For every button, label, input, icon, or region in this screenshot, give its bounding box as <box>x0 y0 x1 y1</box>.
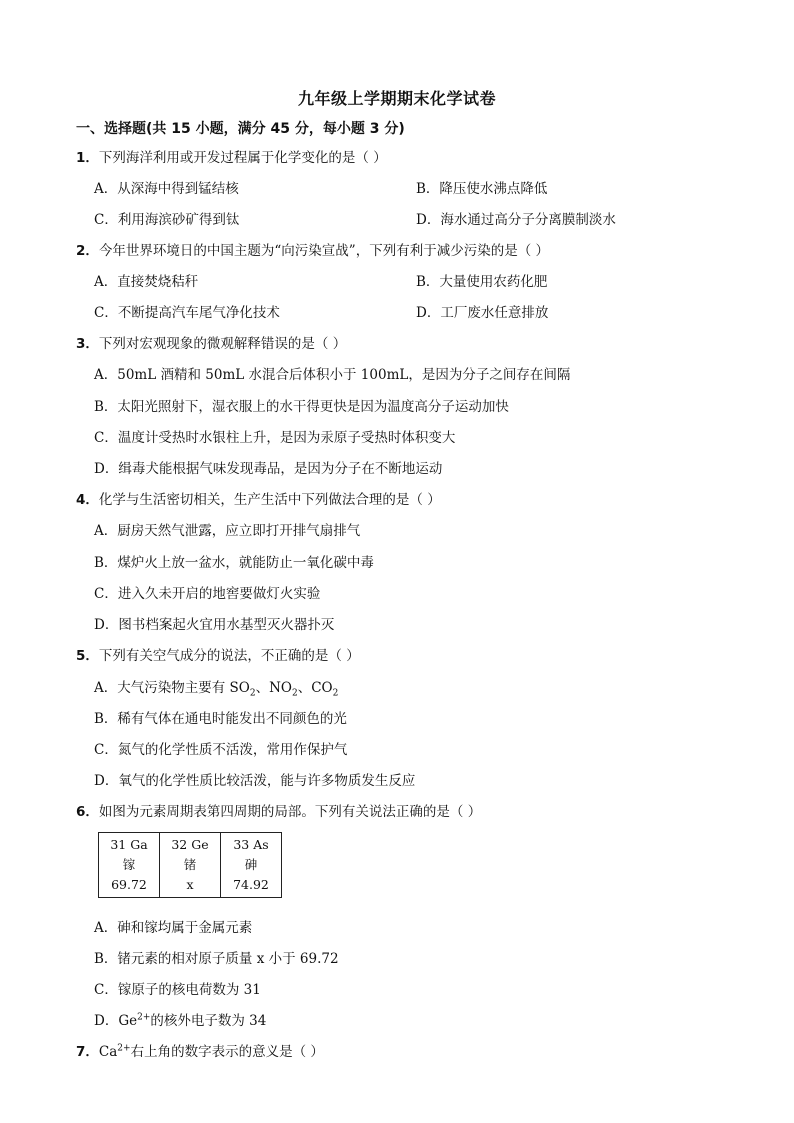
q6-option-d <box>94 1009 266 1029</box>
q3-option-b: B．太阳光照射下，湿衣服上的水干得更快是因为温度高分子运动加快 <box>94 399 509 415</box>
question-4 <box>76 488 441 508</box>
question-7 <box>76 1040 324 1060</box>
question-stem: Ca <box>98 1044 118 1060</box>
subscript: 2 <box>332 688 339 699</box>
question-stem: 右上角的数字表示的意义是（ ） <box>130 1044 324 1060</box>
question-number: 7． <box>76 1044 99 1060</box>
element-mass: x <box>186 877 194 892</box>
subscript: 2 <box>249 688 256 699</box>
q4-option-a: A．厨房天然气泄露，应立即打开排气扇排气 <box>94 523 361 539</box>
subscript: 2 <box>291 688 298 699</box>
question-6 <box>76 800 481 820</box>
q2-option-d: D．工厂废水任意排放 <box>416 305 549 321</box>
question-number: 6． <box>76 804 99 820</box>
question-5 <box>76 644 360 664</box>
element-mass: 74.92 <box>233 877 269 892</box>
q3-option-c: C．温度计受热时水银柱上升，是因为汞原子受热时体积变大 <box>94 430 456 446</box>
section-heading: 一、选择题(共 15 小题，满分 45 分，每小题 3 分) <box>76 121 405 137</box>
q1-option-c: C．利用海滨砂矿得到钛 <box>94 212 240 228</box>
q4-option-b: B．煤炉火上放一盆水，就能防止一氧化碳中毒 <box>94 555 374 571</box>
exam-title: 九年级上学期期末化学试卷 <box>297 89 496 108</box>
question-1 <box>76 146 387 166</box>
element-cell-ge <box>160 833 221 898</box>
q2-option-b: B．大量使用农药化肥 <box>416 274 548 290</box>
q5-option-d: D．氧气的化学性质比较活泼，能与许多物质发生反应 <box>94 773 416 789</box>
q1-option-a: A．从深海中得到锰结核 <box>94 181 239 197</box>
superscript: 2+ <box>117 1043 131 1054</box>
element-name: 砷 <box>244 857 258 872</box>
element-name: 镓 <box>122 857 136 872</box>
option-text: 、NO <box>255 680 292 696</box>
question-stem: 下列有关空气成分的说法，不正确的是（ ） <box>98 648 360 664</box>
q5-option-c: C．氮气的化学性质不活泼，常用作保护气 <box>94 742 348 758</box>
option-text: 的核外电子数为 34 <box>150 1013 267 1029</box>
question-stem: 下列海洋利用或开发过程属于化学变化的是（ ） <box>98 150 387 166</box>
q2-option-a: A．直接焚烧秸秆 <box>94 274 199 290</box>
q5-option-b: B．稀有气体在通电时能发出不同颜色的光 <box>94 711 347 727</box>
element-name: 锗 <box>183 857 197 872</box>
question-number: 4． <box>76 492 99 508</box>
question-stem: 化学与生活密切相关，生产生活中下列做法合理的是（ ） <box>98 492 441 508</box>
question-number: 2． <box>76 243 99 259</box>
question-number: 1． <box>76 150 99 166</box>
superscript: 2+ <box>137 1012 151 1023</box>
question-2 <box>76 239 549 259</box>
question-stem: 今年世界环境日的中国主题为“向污染宣战”，下列有利于减少污染的是（ ） <box>98 243 549 259</box>
element-number-symbol: 31 Ga <box>110 837 148 852</box>
q5-option-a <box>94 676 338 699</box>
question-stem: 如图为元素周期表第四周期的局部。下列有关说法正确的是（ ） <box>98 804 482 820</box>
element-cell-ga <box>99 833 160 898</box>
option-text: A．大气污染物主要有 SO <box>94 680 250 696</box>
element-mass: 69.72 <box>111 877 147 892</box>
periodic-table-excerpt <box>98 832 282 898</box>
option-text: 、CO <box>297 680 333 696</box>
q2-option-c: C．不断提高汽车尾气净化技术 <box>94 305 280 321</box>
q6-option-c: C．镓原子的核电荷数为 31 <box>94 982 261 998</box>
q1-option-d: D．海水通过高分子分离膜制淡水 <box>416 212 616 228</box>
element-number-symbol: 33 As <box>233 837 269 852</box>
question-number: 3． <box>76 336 99 352</box>
q6-option-b: B．锗元素的相对原子质量 x 小于 69.72 <box>94 951 339 967</box>
q3-option-a: A．50mL 酒精和 50mL 水混合后体积小于 100mL，是因为分子之间存在间隔 <box>94 367 571 383</box>
element-number-symbol: 32 Ge <box>171 837 209 852</box>
q6-option-a: A．砷和镓均属于金属元素 <box>94 920 253 936</box>
q1-option-b: B．降压使水沸点降低 <box>416 181 548 197</box>
q4-option-c: C．进入久未开启的地窖要做灯火实验 <box>94 586 321 602</box>
element-cell-as <box>221 833 282 898</box>
question-number: 5． <box>76 648 99 664</box>
option-text: D．Ge <box>94 1013 138 1029</box>
question-3 <box>76 332 346 352</box>
q4-option-d: D．图书档案起火宜用水基型灭火器扑灭 <box>94 617 335 633</box>
question-stem: 下列对宏观现象的微观解释错误的是（ ） <box>98 336 347 352</box>
q3-option-d: D．缉毒犬能根据气味发现毒品，是因为分子在不断地运动 <box>94 461 443 477</box>
